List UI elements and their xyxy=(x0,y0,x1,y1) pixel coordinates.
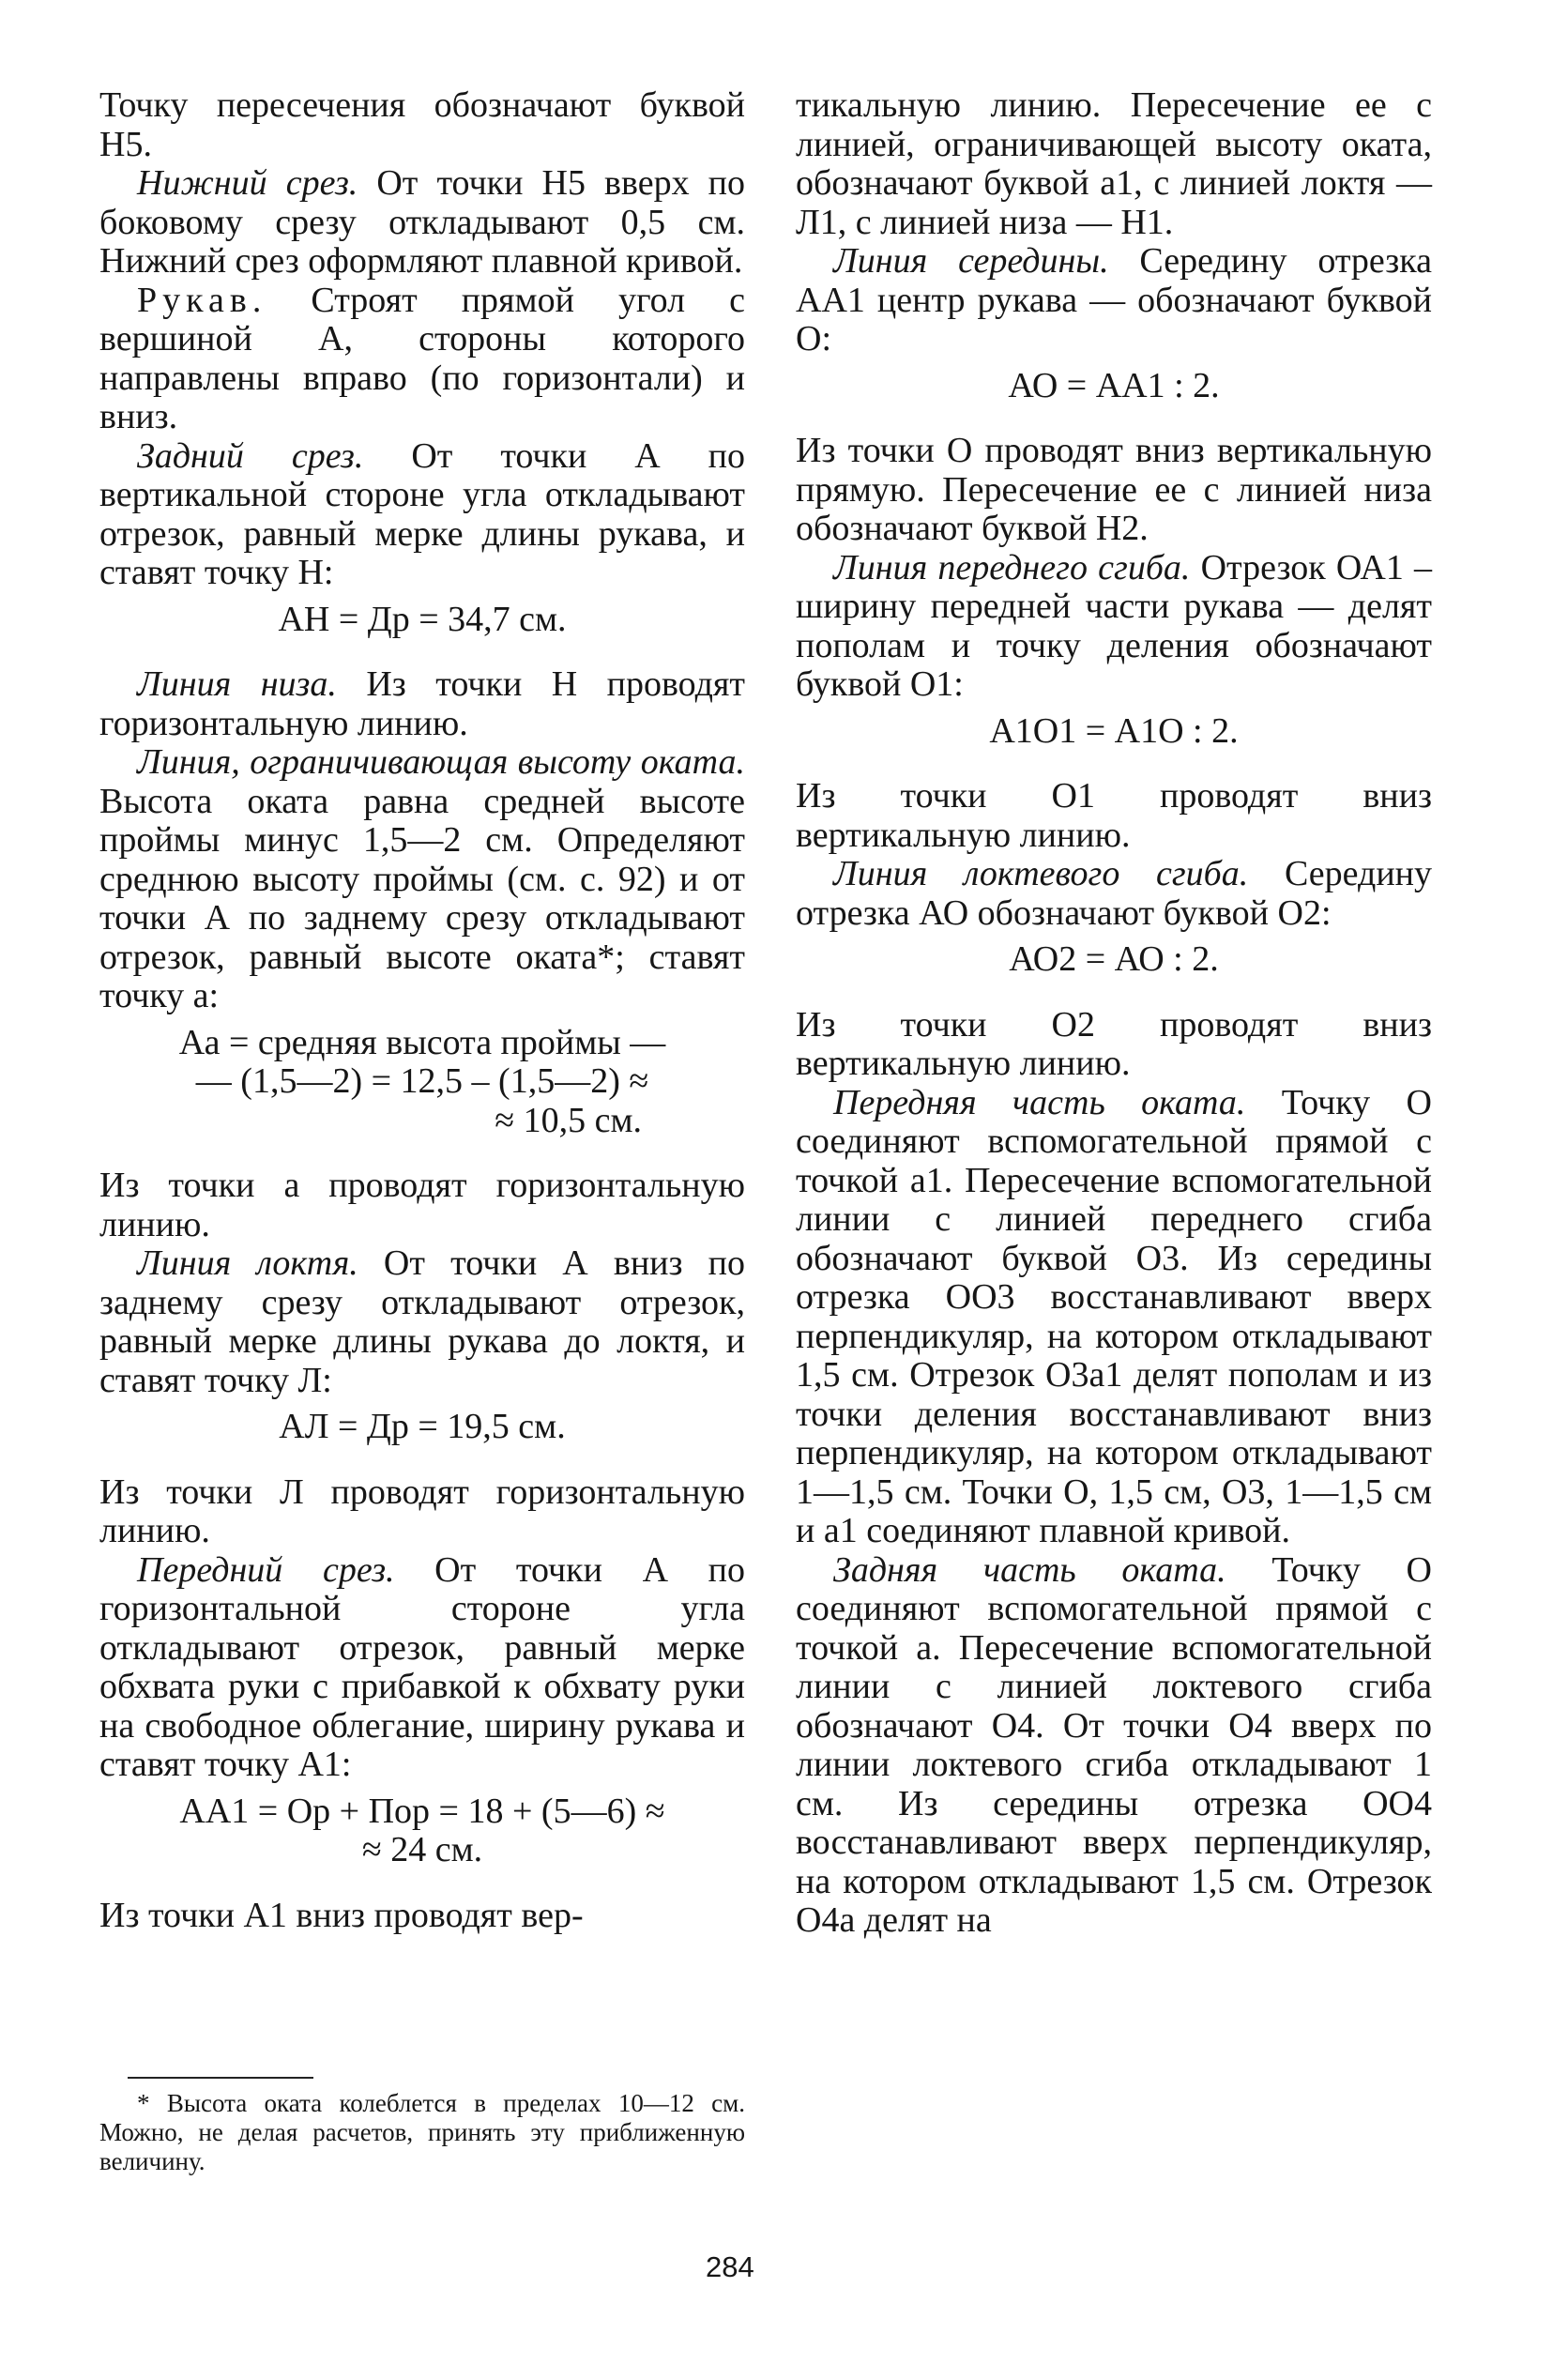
formula: — (1,5—2) = 12,5 – (1,5—2) ≈ xyxy=(195,1061,649,1101)
section-heading: Задний срез. xyxy=(137,435,364,476)
formula: АН = Др = 34,7 см. xyxy=(278,599,567,639)
paragraph-text: Отрезок ОА1 – ширину передней части рукава — делят пополам и точку деления обозначают буквой О1: xyxy=(796,547,1433,704)
section-heading: Линия переднего сгиба. xyxy=(833,547,1191,587)
paragraph: Из точки А1 вниз проводят вер- xyxy=(99,1895,584,1935)
paragraph-text: Середину отрезка АО обозначают буквой О2: xyxy=(796,854,1432,933)
paragraph-text: Строят прямой угол с вершиной А, стороны которого направлены вправо (по горизонтали) и вниз. xyxy=(99,280,745,436)
paragraph xyxy=(99,1244,745,1400)
formula: ≈ 24 см. xyxy=(361,1830,483,1869)
section-heading: Линия низа. xyxy=(137,664,337,704)
paragraph xyxy=(99,665,745,743)
right-column xyxy=(796,86,1432,1941)
section-heading: Линия локтевого сгиба. xyxy=(833,854,1249,893)
paragraph xyxy=(796,549,1432,705)
paragraph-text: Из точки Н проводят горизонтальную линию. xyxy=(99,664,745,743)
section-heading: Передний срез. xyxy=(137,1549,395,1590)
paragraph xyxy=(796,1084,1432,1551)
formula: Аа = средняя высота проймы — xyxy=(178,1022,666,1062)
paragraph: Из точки О2 проводят вниз вертикальную линию. xyxy=(796,1004,1432,1083)
paragraph-text: Точку О соединяют вспомогательной прямой с точкой а. Пересечение вспомогательной линии с линией локтевого сгиба обозначают О4. От точки О4 вверх по линии локтевого сгиба откладывают 1 см. Из середины отрезка ОО4 восстанавливают вверх перпендикуляр, на котором откладывают 1,5 см. Отрезок О4а делят на xyxy=(796,1549,1432,1940)
section-heading: Рукав. xyxy=(137,280,267,320)
formula: АЛ = Др = 19,5 см. xyxy=(279,1407,566,1446)
page-number: 284 xyxy=(706,2250,754,2283)
formula: АО2 = АО : 2. xyxy=(1009,939,1219,979)
formula: ≈ 10,5 см. xyxy=(495,1100,642,1140)
left-column xyxy=(99,86,745,1935)
formula: А1О1 = А1О : 2. xyxy=(989,710,1239,751)
paragraph-text: Высота оката равна средней высоте проймы минус 1,5—2 см. Определяют среднюю высоту проймы (см. с. 92) и от точки А по заднему срезу откладывают отрезок, равный высоте оката*; ставят точку а: xyxy=(99,781,745,1015)
section-heading: Передняя часть оката. xyxy=(833,1082,1246,1122)
paragraph-text: От точки А по вертикальной стороне угла откладывают отрезок, равный мерке длины рукава, и ставят точку Н: xyxy=(99,435,745,592)
footnote-rule xyxy=(128,2077,313,2079)
paragraph xyxy=(796,242,1432,359)
section-heading: Нижний срез. xyxy=(137,163,358,203)
paragraph xyxy=(796,855,1432,933)
paragraph: Из точки О1 проводят вниз вертикальную линию. xyxy=(796,776,1432,855)
section-heading: Линия локтя. xyxy=(137,1243,358,1283)
formula: АА1 = Ор + Пор = 18 + (5—6) ≈ xyxy=(179,1791,665,1831)
formula: АО = АА1 : 2. xyxy=(1008,365,1220,405)
paragraph-text: От точки А вниз по заднему срезу откладывают отрезок, равный мерке длины рукава до локтя, и ставят точку Л: xyxy=(99,1243,745,1400)
paragraph-text: От точки Н5 вверх по боковому срезу откладывают 0,5 см. Нижний срез оформляют плавной кривой. xyxy=(99,163,745,281)
section-heading: Линия, ограничивающая высоту оката. xyxy=(137,742,745,782)
paragraph-text: Точку О соединяют вспомогательной прямой с точкой а1. Пересечение вспомогательной линии с линией переднего сгиба обозначают буквой О3. Из середины отрезка ОО3 восстанавливают вверх перпендикуляр, на котором откладывают 1,5 см. Отрезок О3а1 делят пополам и из точки деления восстанавливают вниз перпендикуляр, на котором откладывают 1—1,5 см. Точки О, 1,5 см, О3, 1—1,5 см и а1 соединяют плавной кривой. xyxy=(796,1082,1432,1550)
paragraph: Из точки Л проводят горизонтальную линию. xyxy=(99,1472,745,1550)
paragraph xyxy=(99,282,745,437)
section-heading: Задняя часть оката. xyxy=(833,1549,1226,1590)
footnote xyxy=(99,2089,745,2176)
section-heading: Линия середины. xyxy=(833,241,1109,281)
paragraph-text: Середину отрезка АА1 центр рукава — обозначают буквой О: xyxy=(796,241,1432,358)
paragraph xyxy=(99,1551,745,1785)
paragraph: Из точки а проводят горизонтальную линию. xyxy=(99,1166,745,1244)
paragraph xyxy=(99,437,745,593)
paragraph xyxy=(796,1551,1432,1941)
paragraph xyxy=(99,743,745,1016)
paragraph-text: От точки А по горизонтальной стороне угла откладывают отрезок, равный мерке обхвата руки с прибавкой к обхвату руки на свободное облегание, ширину рукава и ставят точку А1: xyxy=(99,1549,745,1784)
paragraph: тикальную линию. Пересечение ее с линией, ограничивающей высоту оката, обозначают буквой а1, с линией локтя — Л1, с линией низа — Н1. xyxy=(796,85,1432,242)
paragraph: Точку пересечения обозначают буквой Н5. xyxy=(99,85,745,164)
paragraph xyxy=(99,164,745,282)
footnote-text: * Высота оката колеблется в пределах 10—12 см. Можно, не делая расчетов, принять эту приближенную величину. xyxy=(99,2089,745,2175)
paragraph: Из точки О проводят вниз вертикальную прямую. Пересечение ее с линией низа обозначают буквой Н2. xyxy=(796,431,1432,548)
